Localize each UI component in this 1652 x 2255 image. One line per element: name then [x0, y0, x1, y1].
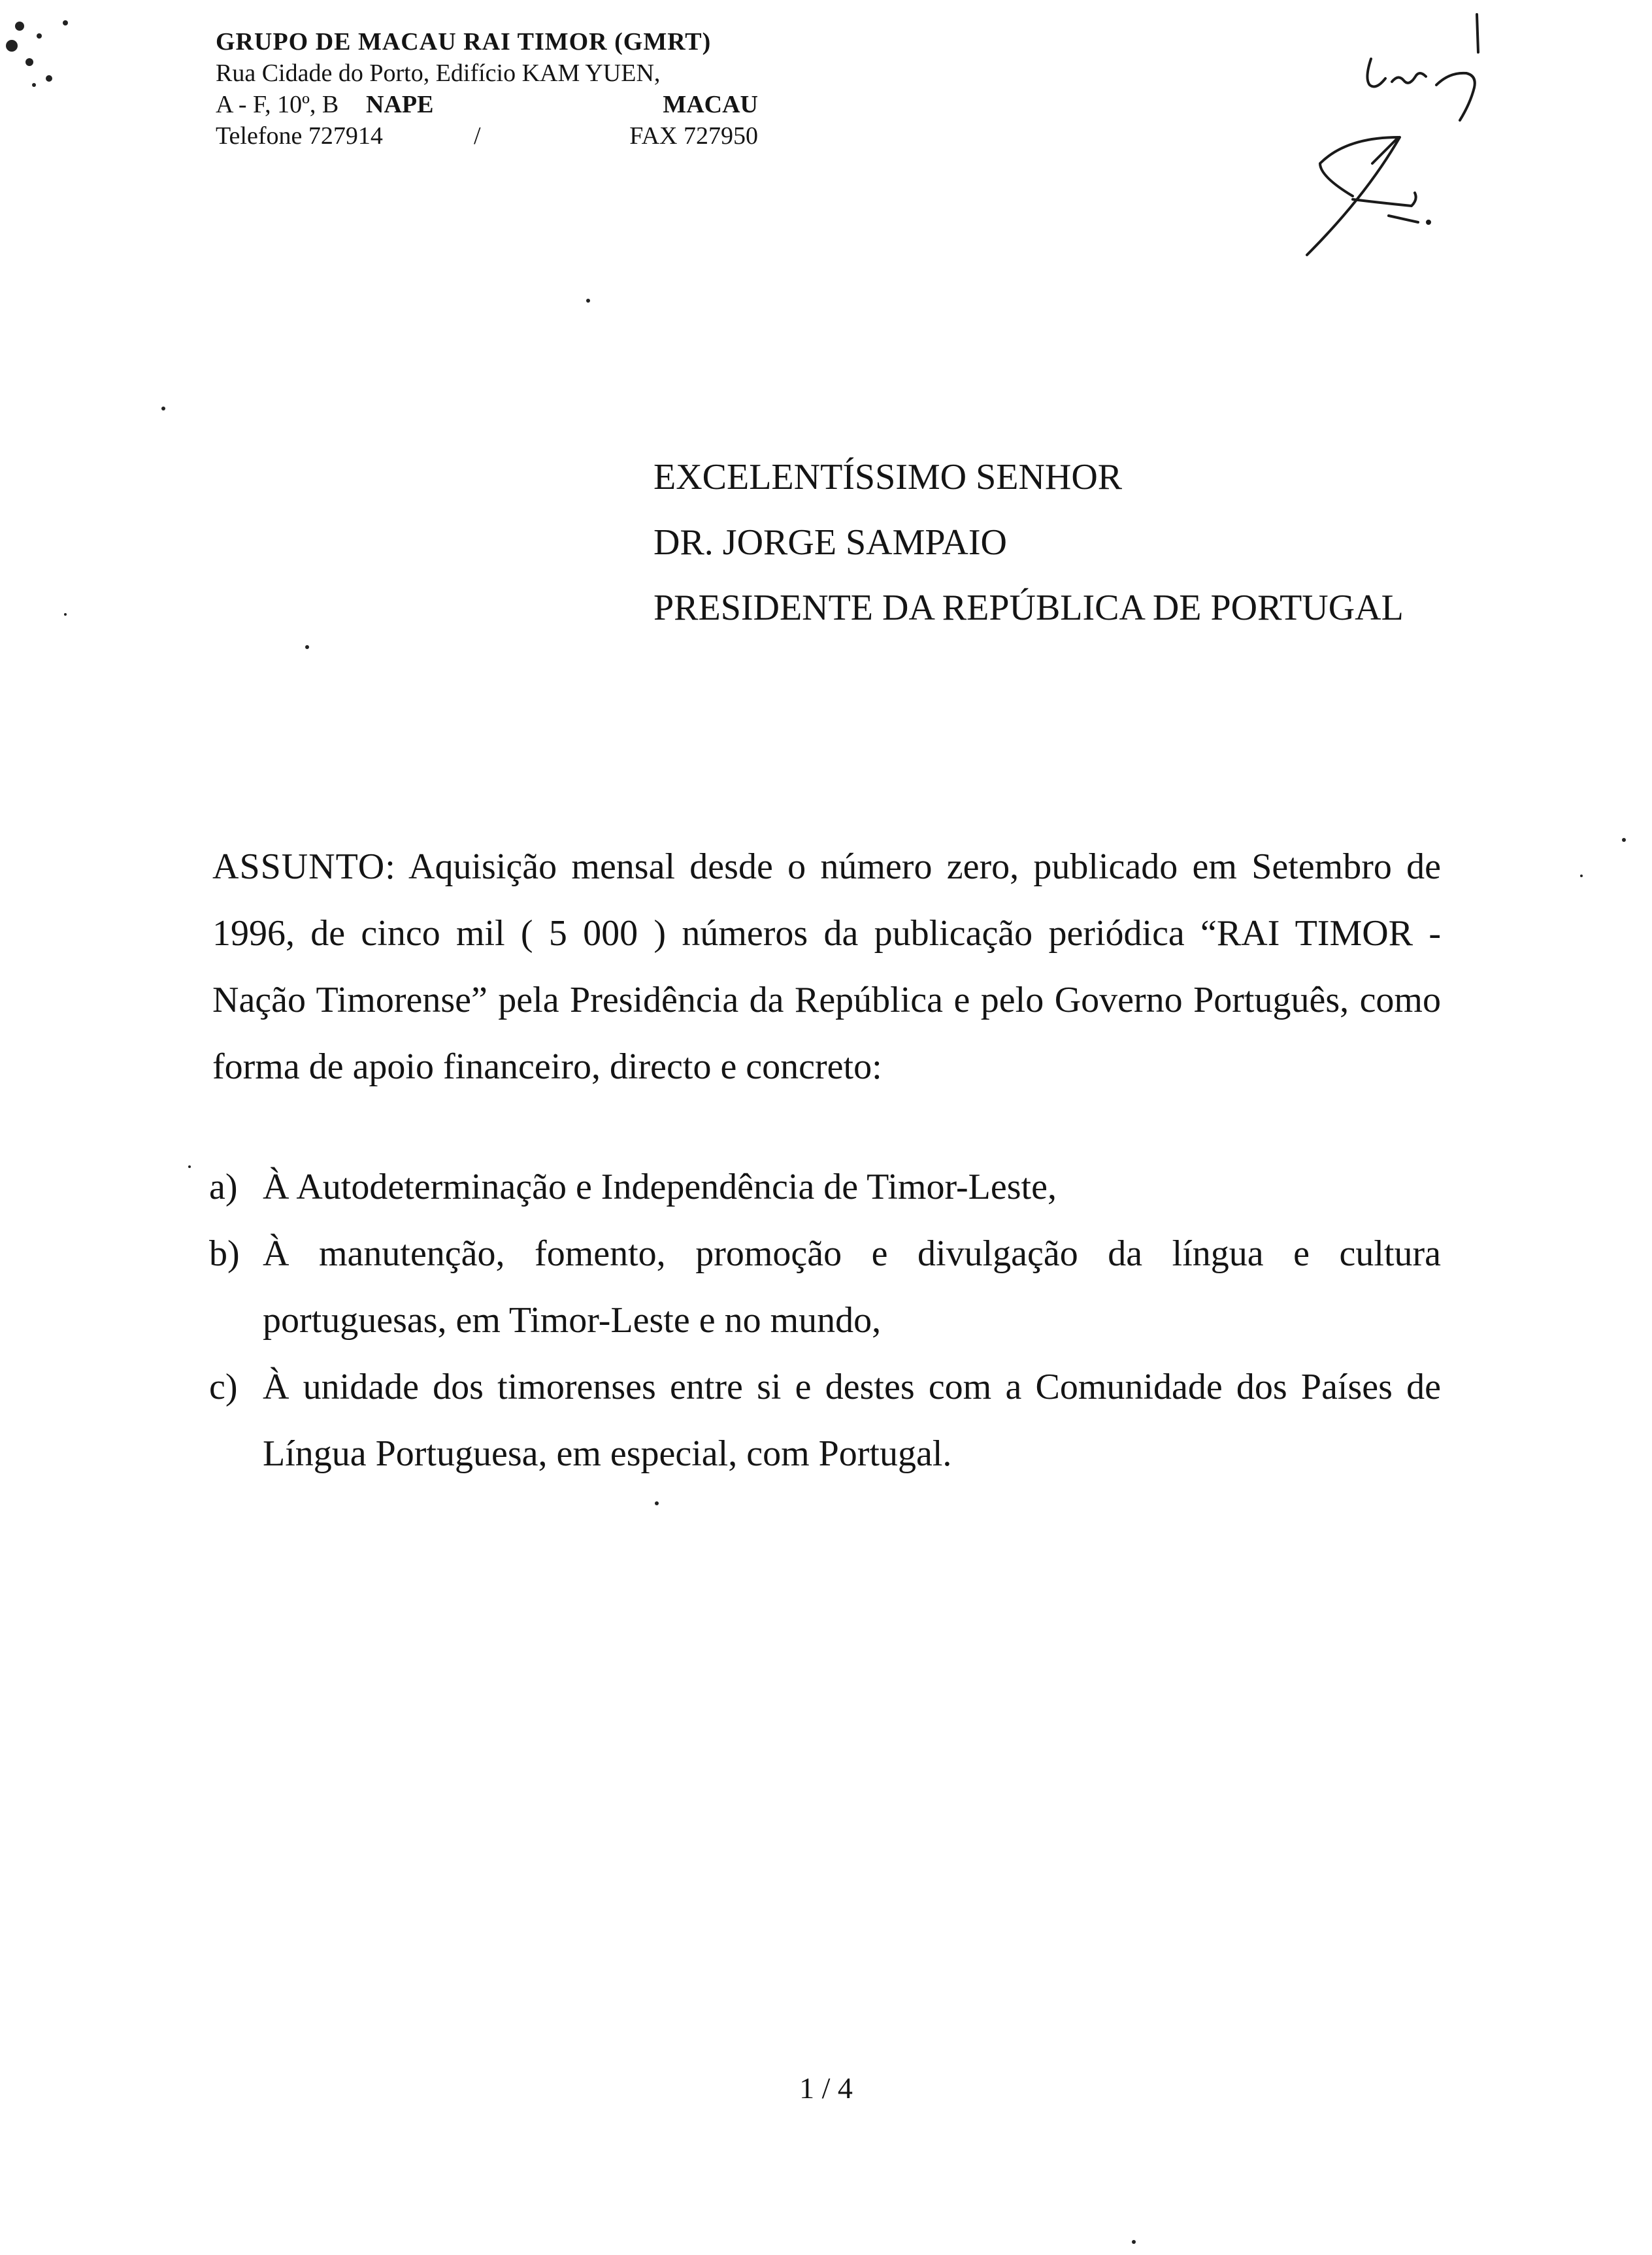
contact-separator: /: [474, 122, 481, 150]
list-item: [209, 1354, 1441, 1487]
addressee-name: DR. JORGE SAMPAIO: [653, 522, 1007, 563]
letterhead-org-row: [216, 26, 758, 58]
list-item: [209, 1220, 1441, 1354]
support-items-list: [209, 1154, 1441, 1487]
subject-paragraph: [212, 833, 1441, 1100]
list-item-text: À Autodeterminação e Independência de Timor-Leste,: [263, 1167, 1057, 1207]
handwritten-annotation: [1281, 7, 1503, 268]
letterhead: [216, 26, 758, 152]
list-item: [209, 1154, 1441, 1220]
address-line-1: Rua Cidade do Porto, Edifício KAM YUEN,: [216, 59, 661, 87]
letterhead-address-row-2: [216, 89, 758, 120]
list-item-text: À unidade dos timorenses entre si e destes com a Comunidade dos Países de Língua Portuguesa, em especial, com Portugal.: [263, 1367, 1441, 1474]
subject-text: Aquisição mensal desde o número zero, publicado em Setembro de 1996, de cinco mil ( 5 000 ) números da publicação periódica “RAI TIMOR - Nação Timorense” pela Presidência da República e pelo Governo Português, como forma de apoio financeiro, directo e concreto:: [212, 846, 1442, 1087]
list-item-letter: b): [209, 1233, 240, 1274]
addressee-block: [653, 444, 1404, 641]
letterhead-address-row-1: [216, 58, 758, 89]
page-number: 1 / 4: [799, 2071, 853, 2105]
subject-label: ASSUNTO:: [212, 846, 396, 887]
address-floor: A - F, 10º, B: [216, 91, 339, 118]
list-item-letter: c): [209, 1367, 238, 1407]
addressee-salutation: EXCELENTÍSSIMO SENHOR: [653, 457, 1123, 497]
letterhead-contact-row: [216, 120, 758, 152]
list-item-letter: a): [209, 1167, 238, 1207]
organization-name: GRUPO DE MACAU RAI TIMOR (GMRT): [216, 28, 712, 56]
fax-number: FAX 727950: [629, 122, 758, 150]
address-city: MACAU: [663, 91, 758, 118]
address-district: NAPE: [366, 91, 434, 118]
list-item-text: À manutenção, fomento, promoção e divulgação da língua e cultura portuguesas, em Timor-Leste e no mundo,: [263, 1233, 1441, 1341]
addressee-title: PRESIDENTE DA REPÚBLICA DE PORTUGAL: [653, 588, 1404, 628]
phone-number: Telefone 727914: [216, 122, 383, 150]
